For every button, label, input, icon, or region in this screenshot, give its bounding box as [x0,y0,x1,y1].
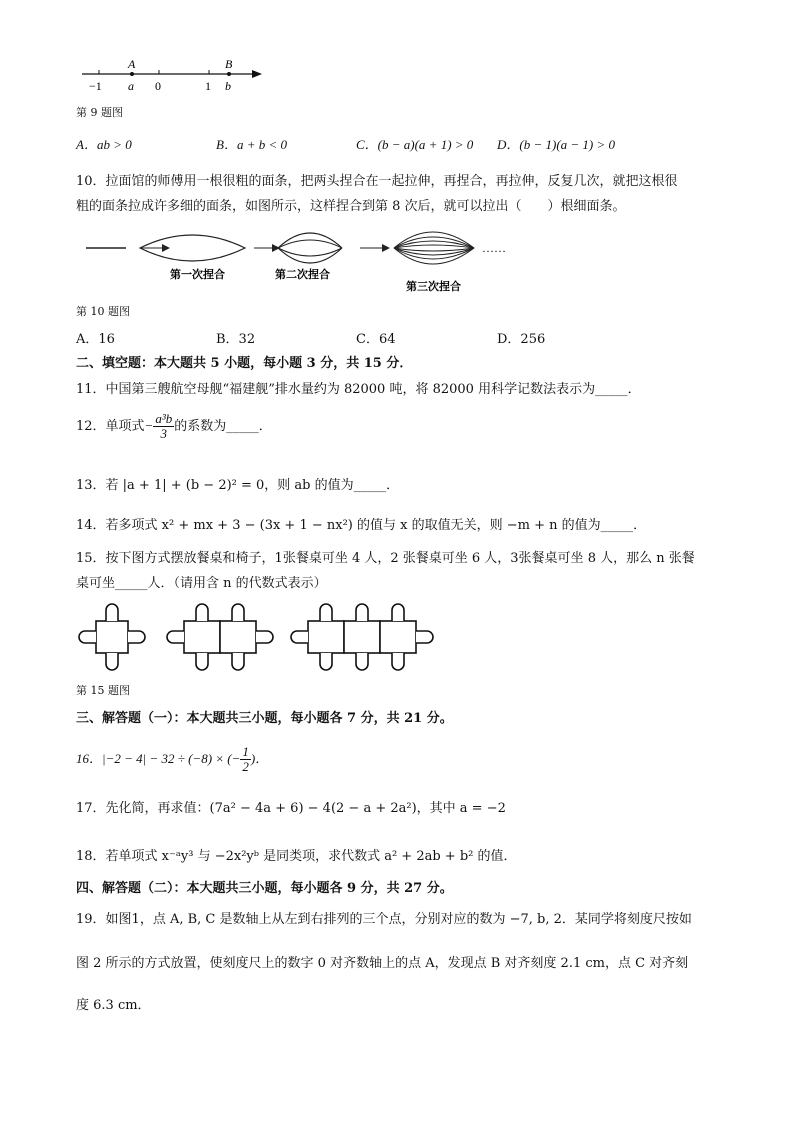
q12-prefix: 12．单项式 [76,419,145,434]
chair-bottom [106,653,118,670]
q10-line1: 10．拉面馆的师傅用一根很粗的面条，把两头捏合在一起拉伸，再捏合，再拉伸，反复几次，就把这根很 [76,174,678,189]
label-fold-1: 第一次捏合 [170,269,225,281]
number-line-arrow [252,70,262,78]
point-b [227,72,231,76]
q19-line1: 19．如图1，点 A, B, C 是数轴上从左到右排列的三个点，分别对应的数为 −7, b, 2．某同学将刻度尺按如 [76,912,692,927]
chair-bottom [232,653,244,670]
q18-text: 18．若单项式 x⁻ᵃy³ 与 −2x²yᵇ 是同类项，求代数式 a² + 2ab + b² 的值． [76,849,517,864]
q9-option-c: C．(b − a)(a + 1) > 0 [356,137,474,152]
tick-label-b: b [225,79,231,93]
q10-caption: 第 10 题图 [76,305,130,318]
chair-top [320,604,332,621]
tick-label-zero: 0 [155,79,161,93]
q12-fraction: $\frac{\text{a³b}}{3}$ [155,411,173,441]
section3-heading: 三、解答题（一）：本大题共三小题，每小题各 7 分，共 21 分。 [76,711,453,726]
label-fold-2: 第二次捏合 [275,269,330,281]
q9-option-a: A．ab > 0 [76,137,132,152]
q11-text: 11．中国第三艘航空母舰“福建舰”排水量约为 82000 吨，将 82000 用科学记数法表示为_____． [76,382,641,397]
q10-option-d: D．256 [497,332,546,347]
q9-caption: 第 9 题图 [76,106,123,119]
q10-option-b: B．32 [216,332,256,347]
chair-top [106,604,118,621]
q12-line: 12．单项式− $\frac{\text{a³b}}{3}$ 的系数为_____． [76,411,272,441]
chair-left [291,631,308,643]
figure-ellipsis: …… [482,241,506,255]
q10-option-c: C．64 [356,332,396,347]
table [308,621,344,653]
point-a [130,72,134,76]
q15-line1: 15．按下图方式摆放餐桌和椅子，1张餐桌可坐 4 人，2 张餐桌可坐 6 人，3张餐桌可坐 8 人，那么 n 张餐 [76,551,695,566]
q14-text: 14．若多项式 x² + mx + 3 − (3x + 1 − nx²) 的值与 x 的取值无关，则 −m + n 的值为_____． [76,518,647,533]
q16-suffix: )． [250,751,269,766]
q10-option-a: A．16 [76,332,115,347]
number-line-figure [76,58,266,98]
chair-left [167,631,184,643]
section2-heading: 二、填空题：本大题共 5 小题，每小题 3 分，共 15 分． [76,356,413,371]
q9-option-b: B．a + b < 0 [216,137,287,152]
label-A: A [128,58,136,71]
table [220,621,256,653]
q19-line3: 度 6.3 cm． [76,998,151,1013]
fold-2-shape [278,233,342,263]
chair-bottom [356,653,368,670]
tick-label-a: a [128,79,134,93]
q12-suffix: 的系数为_____． [174,419,272,434]
noodle-folding-figure [82,224,532,296]
q16-line [76,745,268,774]
q13-text: 13．若 |a + 1| + (b − 2)² = 0，则 ab 的值为_____． [76,478,400,493]
label-B: B [225,58,233,71]
chair-top [196,604,208,621]
chair-right [128,631,145,643]
chair-bottom [196,653,208,670]
q16-fraction: $\frac{1}{2}$ [242,744,249,774]
chair-left [79,631,96,643]
chair-right [416,631,433,643]
chair-top [232,604,244,621]
q15-line2: 桌可坐_____人．（请用含 n 的代数式表示） [76,576,327,591]
chair-top [356,604,368,621]
q9-option-d: D．(b − 1)(a − 1) > 0 [497,137,616,152]
q17-text: 17．先化简，再求值：(7a² − 4a + 6) − 4(2 − a + 2a²)，其中 a = −2 [76,801,506,816]
section4-heading: 四、解答题（二）：本大题共三小题，每小题各 9 分，共 27 分。 [76,881,453,896]
chair-top [392,604,404,621]
label-fold-3: 第三次捏合 [406,281,461,293]
fold-3-shape [394,232,474,264]
chair-bottom [392,653,404,670]
table [96,621,128,653]
q19-line2: 图 2 所示的方式放置，使刻度尺上的数字 0 对齐数轴上的点 A，发现点 B 对齐刻度 2.1 cm，点 C 对齐刻 [76,956,689,971]
tables-chairs-figure [74,601,444,673]
table [380,621,416,653]
chair-bottom [320,653,332,670]
chair-right [256,631,273,643]
q10-line2: 粗的面条拉成许多细的面条，如图所示，这样捏合到第 8 次后，就可以拉出（ ）根细面条。 [76,199,626,214]
table [184,621,220,653]
q15-caption: 第 15 题图 [76,684,130,697]
tick-label-one: 1 [205,79,211,93]
table [344,621,380,653]
tick-label-minus-one: −1 [89,79,102,93]
q16-prefix: 16．|−2 − 4| − 32 ÷ (−8) × (− [76,751,241,766]
